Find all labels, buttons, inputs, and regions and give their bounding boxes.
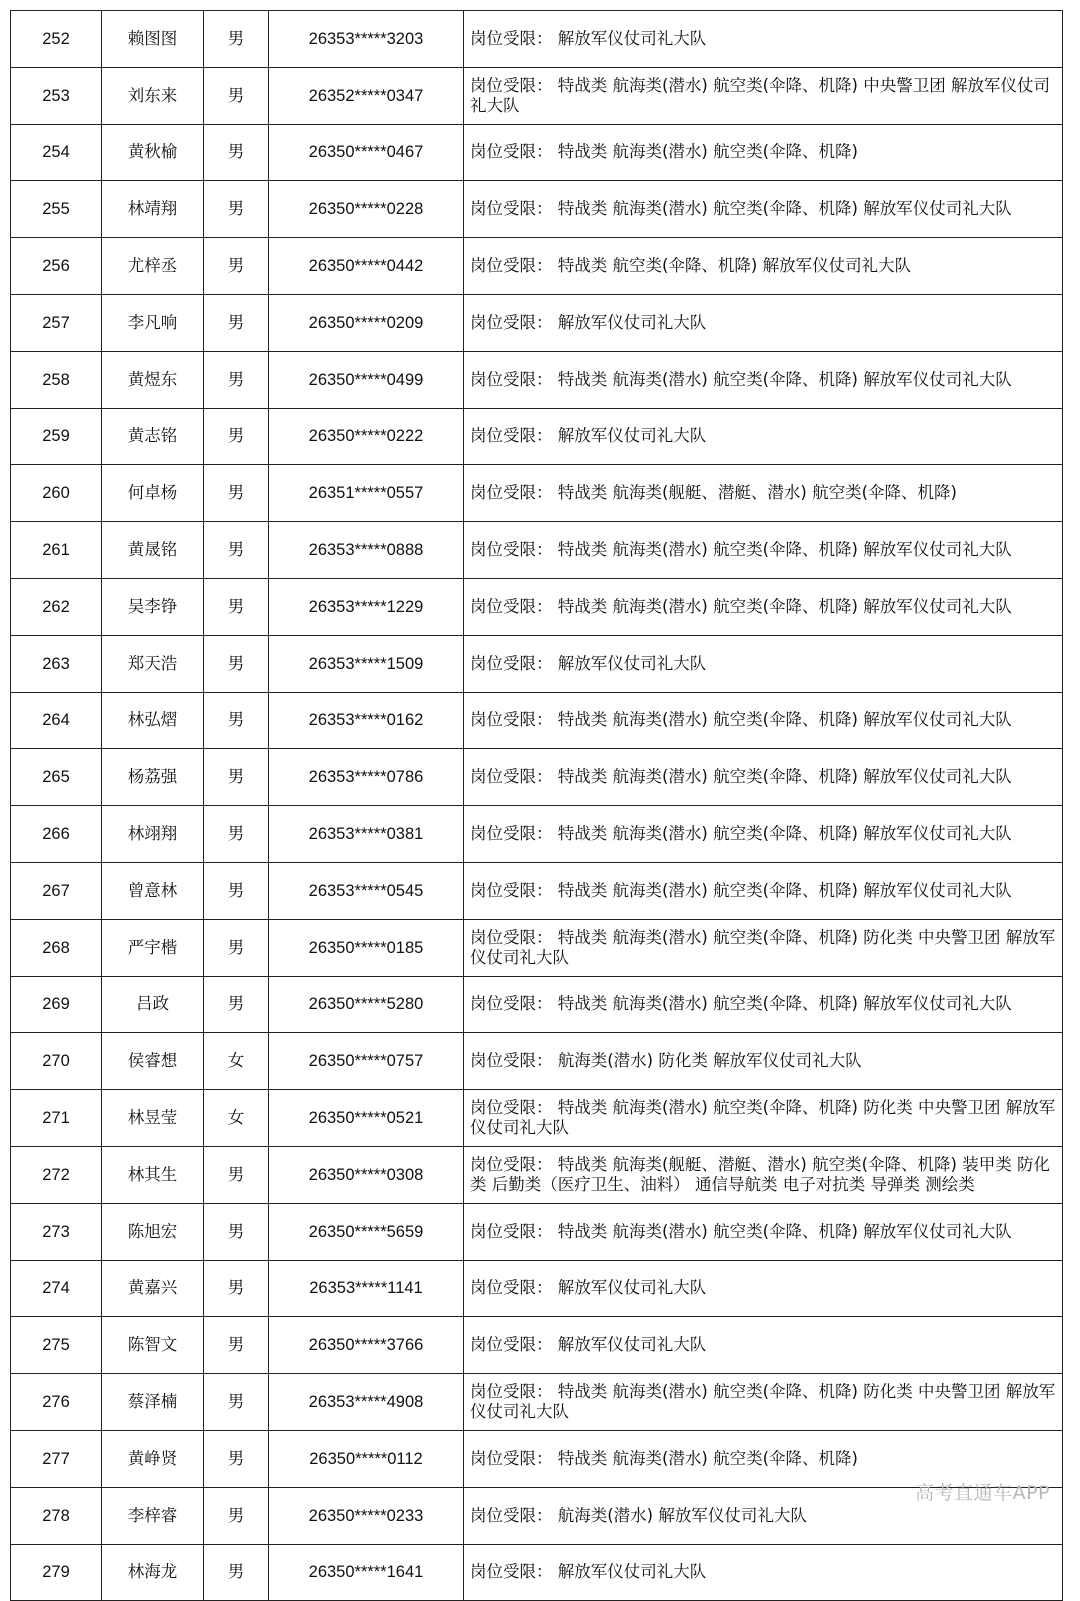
- table-row: [11, 1544, 1063, 1601]
- exam-id: 26350*****0209: [269, 294, 464, 351]
- exam-id: 26350*****5659: [269, 1203, 464, 1260]
- candidate-name: 何卓杨: [102, 465, 204, 522]
- candidate-name: 林靖翔: [102, 181, 204, 238]
- restriction-note: 岗位受限： 特战类 航海类(潜水) 航空类(伞降、机降) 解放军仪仗司礼大队: [464, 351, 1063, 408]
- restriction-note: 岗位受限： 特战类 航海类(潜水) 航空类(伞降、机降): [464, 1430, 1063, 1487]
- candidate-name: 刘东来: [102, 67, 204, 124]
- candidate-name: 李梓睿: [102, 1487, 204, 1544]
- gender: 男: [204, 1430, 269, 1487]
- restriction-note: 岗位受限： 特战类 航海类(潜水) 航空类(伞降、机降) 解放军仪仗司礼大队: [464, 1203, 1063, 1260]
- row-number: 273: [11, 1203, 102, 1260]
- row-number: 275: [11, 1317, 102, 1374]
- exam-id: 26350*****0222: [269, 408, 464, 465]
- restriction-note: 岗位受限： 特战类 航海类(潜水) 航空类(伞降、机降) 中央警卫团 解放军仪仗司礼大队: [464, 67, 1063, 124]
- table-row: [11, 1090, 1063, 1147]
- table-row: [11, 806, 1063, 863]
- restriction-note: 岗位受限： 特战类 航海类(潜水) 航空类(伞降、机降) 解放军仪仗司礼大队: [464, 976, 1063, 1033]
- restriction-note: 岗位受限： 解放军仪仗司礼大队: [464, 1260, 1063, 1317]
- table-row: [11, 1260, 1063, 1317]
- exam-id: 26350*****0228: [269, 181, 464, 238]
- table-row: [11, 294, 1063, 351]
- restriction-note: 岗位受限： 特战类 航海类(潜水) 航空类(伞降、机降) 防化类 中央警卫团 解放军仪仗司礼大队: [464, 1374, 1063, 1431]
- table-row: [11, 351, 1063, 408]
- exam-id: 26353*****4908: [269, 1374, 464, 1431]
- gender: 男: [204, 522, 269, 579]
- row-number: 261: [11, 522, 102, 579]
- candidate-name: 吕政: [102, 976, 204, 1033]
- gender: 男: [204, 862, 269, 919]
- gender: 女: [204, 1033, 269, 1090]
- gender: 男: [204, 635, 269, 692]
- gender: 男: [204, 806, 269, 863]
- row-number: 263: [11, 635, 102, 692]
- row-number: 253: [11, 67, 102, 124]
- restriction-note: 岗位受限： 特战类 航海类(潜水) 航空类(伞降、机降) 解放军仪仗司礼大队: [464, 692, 1063, 749]
- table-row: [11, 919, 1063, 976]
- exam-id: 26350*****0185: [269, 919, 464, 976]
- row-number: 262: [11, 578, 102, 635]
- candidate-name: 陈智文: [102, 1317, 204, 1374]
- row-number: 271: [11, 1090, 102, 1147]
- gender: 男: [204, 1260, 269, 1317]
- candidate-name: 黄晟铭: [102, 522, 204, 579]
- candidate-name: 林其生: [102, 1146, 204, 1203]
- exam-id: 26350*****0112: [269, 1430, 464, 1487]
- row-number: 267: [11, 862, 102, 919]
- restriction-note: 岗位受限： 解放军仪仗司礼大队: [464, 1317, 1063, 1374]
- restriction-note: 岗位受限： 特战类 航海类(潜水) 航空类(伞降、机降) 防化类 中央警卫团 解放军仪仗司礼大队: [464, 1090, 1063, 1147]
- gender: 男: [204, 692, 269, 749]
- table-row: [11, 635, 1063, 692]
- gender: 男: [204, 1487, 269, 1544]
- restriction-note: 岗位受限： 特战类 航海类(舰艇、潜艇、潜水) 航空类(伞降、机降): [464, 465, 1063, 522]
- row-number: 278: [11, 1487, 102, 1544]
- row-number: 252: [11, 11, 102, 68]
- table-row: [11, 1487, 1063, 1544]
- exam-id: 26350*****0521: [269, 1090, 464, 1147]
- restriction-note: 岗位受限： 特战类 航海类(潜水) 航空类(伞降、机降) 解放军仪仗司礼大队: [464, 522, 1063, 579]
- candidate-name: 李凡响: [102, 294, 204, 351]
- gender: 男: [204, 351, 269, 408]
- candidate-name: 严宇楷: [102, 919, 204, 976]
- exam-id: 26350*****5280: [269, 976, 464, 1033]
- candidate-name: 赖图图: [102, 11, 204, 68]
- gender: 男: [204, 1374, 269, 1431]
- exam-id: 26350*****1641: [269, 1544, 464, 1601]
- row-number: 269: [11, 976, 102, 1033]
- exam-id: 26353*****0545: [269, 862, 464, 919]
- row-number: 265: [11, 749, 102, 806]
- exam-id: 26350*****0442: [269, 238, 464, 295]
- restriction-note: 岗位受限： 解放军仪仗司礼大队: [464, 294, 1063, 351]
- table-row: [11, 11, 1063, 68]
- row-number: 257: [11, 294, 102, 351]
- candidate-table: [10, 10, 1063, 1601]
- candidate-name: 黄秋榆: [102, 124, 204, 181]
- candidate-name: 林海龙: [102, 1544, 204, 1601]
- gender: 男: [204, 124, 269, 181]
- restriction-note: 岗位受限： 解放军仪仗司礼大队: [464, 11, 1063, 68]
- candidate-name: 黄志铭: [102, 408, 204, 465]
- gender: 男: [204, 67, 269, 124]
- row-number: 274: [11, 1260, 102, 1317]
- watermark: 高考直通车APP: [915, 1482, 1050, 1504]
- row-number: 268: [11, 919, 102, 976]
- restriction-note: 岗位受限： 特战类 航海类(潜水) 航空类(伞降、机降) 防化类 中央警卫团 解放军仪仗司礼大队: [464, 919, 1063, 976]
- exam-id: 26353*****0786: [269, 749, 464, 806]
- exam-id: 26350*****0233: [269, 1487, 464, 1544]
- restriction-note: 岗位受限： 特战类 航海类(潜水) 航空类(伞降、机降) 解放军仪仗司礼大队: [464, 862, 1063, 919]
- gender: 男: [204, 408, 269, 465]
- gender: 男: [204, 749, 269, 806]
- candidate-name: 尤梓丞: [102, 238, 204, 295]
- restriction-note: 岗位受限： 特战类 航海类(潜水) 航空类(伞降、机降) 解放军仪仗司礼大队: [464, 806, 1063, 863]
- gender: 男: [204, 578, 269, 635]
- row-number: 276: [11, 1374, 102, 1431]
- gender: 男: [204, 181, 269, 238]
- row-number: 270: [11, 1033, 102, 1090]
- gender: 男: [204, 1317, 269, 1374]
- gender: 女: [204, 1090, 269, 1147]
- exam-id: 26353*****0381: [269, 806, 464, 863]
- table-row: [11, 1430, 1063, 1487]
- table-row: [11, 124, 1063, 181]
- table-row: [11, 1374, 1063, 1431]
- candidate-name: 黄嘉兴: [102, 1260, 204, 1317]
- restriction-note: 岗位受限： 特战类 航海类(潜水) 航空类(伞降、机降) 解放军仪仗司礼大队: [464, 578, 1063, 635]
- row-number: 256: [11, 238, 102, 295]
- table-row: [11, 976, 1063, 1033]
- gender: 男: [204, 294, 269, 351]
- exam-id: 26353*****1229: [269, 578, 464, 635]
- candidate-name: 吴李铮: [102, 578, 204, 635]
- exam-id: 26351*****0557: [269, 465, 464, 522]
- table-row: [11, 1146, 1063, 1203]
- gender: 男: [204, 1146, 269, 1203]
- candidate-name: 杨荔强: [102, 749, 204, 806]
- restriction-note: 岗位受限： 特战类 航空类(伞降、机降) 解放军仪仗司礼大队: [464, 238, 1063, 295]
- candidate-name: 林昱莹: [102, 1090, 204, 1147]
- gender: 男: [204, 238, 269, 295]
- gender: 男: [204, 11, 269, 68]
- table-body: [11, 11, 1063, 1601]
- row-number: 264: [11, 692, 102, 749]
- row-number: 260: [11, 465, 102, 522]
- exam-id: 26352*****0347: [269, 67, 464, 124]
- candidate-name: 曾意林: [102, 862, 204, 919]
- table-row: [11, 1317, 1063, 1374]
- row-number: 255: [11, 181, 102, 238]
- gender: 男: [204, 1203, 269, 1260]
- table-row: [11, 862, 1063, 919]
- table-row: [11, 692, 1063, 749]
- exam-id: 26350*****0308: [269, 1146, 464, 1203]
- candidate-name: 黄峥贤: [102, 1430, 204, 1487]
- row-number: 272: [11, 1146, 102, 1203]
- table-row: [11, 578, 1063, 635]
- exam-id: 26350*****0467: [269, 124, 464, 181]
- candidate-name: 侯睿想: [102, 1033, 204, 1090]
- exam-id: 26350*****0499: [269, 351, 464, 408]
- exam-id: 26350*****3766: [269, 1317, 464, 1374]
- candidate-name: 郑天浩: [102, 635, 204, 692]
- row-number: 277: [11, 1430, 102, 1487]
- gender: 男: [204, 976, 269, 1033]
- restriction-note: 岗位受限： 解放军仪仗司礼大队: [464, 635, 1063, 692]
- candidate-name: 林弘熠: [102, 692, 204, 749]
- table-row: [11, 67, 1063, 124]
- table-row: [11, 1203, 1063, 1260]
- exam-id: 26353*****1509: [269, 635, 464, 692]
- exam-id: 26353*****0888: [269, 522, 464, 579]
- gender: 男: [204, 465, 269, 522]
- row-number: 254: [11, 124, 102, 181]
- restriction-note: 岗位受限： 特战类 航海类(潜水) 航空类(伞降、机降) 解放军仪仗司礼大队: [464, 181, 1063, 238]
- exam-id: 26353*****0162: [269, 692, 464, 749]
- row-number: 258: [11, 351, 102, 408]
- restriction-note: 岗位受限： 解放军仪仗司礼大队: [464, 1544, 1063, 1601]
- table-row: [11, 522, 1063, 579]
- exam-id: 26353*****3203: [269, 11, 464, 68]
- exam-id: 26350*****0757: [269, 1033, 464, 1090]
- restriction-note: 岗位受限： 特战类 航海类(舰艇、潜艇、潜水) 航空类(伞降、机降) 装甲类 防化类 后勤类（医疗卫生、油料） 通信导航类 电子对抗类 导弹类 测绘类: [464, 1146, 1063, 1203]
- restriction-note: 岗位受限： 航海类(潜水) 解放军仪仗司礼大队: [464, 1487, 1063, 1544]
- table-row: [11, 181, 1063, 238]
- gender: 男: [204, 919, 269, 976]
- table-row: [11, 465, 1063, 522]
- candidate-name: 林翊翔: [102, 806, 204, 863]
- restriction-note: 岗位受限： 特战类 航海类(潜水) 航空类(伞降、机降): [464, 124, 1063, 181]
- row-number: 266: [11, 806, 102, 863]
- candidate-name: 陈旭宏: [102, 1203, 204, 1260]
- table-row: [11, 238, 1063, 295]
- table-row: [11, 749, 1063, 806]
- exam-id: 26353*****1141: [269, 1260, 464, 1317]
- row-number: 259: [11, 408, 102, 465]
- gender: 男: [204, 1544, 269, 1601]
- table-row: [11, 408, 1063, 465]
- candidate-name: 黄煜东: [102, 351, 204, 408]
- candidate-name: 蔡泽楠: [102, 1374, 204, 1431]
- restriction-note: 岗位受限： 特战类 航海类(潜水) 航空类(伞降、机降) 解放军仪仗司礼大队: [464, 749, 1063, 806]
- table-row: [11, 1033, 1063, 1090]
- row-number: 279: [11, 1544, 102, 1601]
- restriction-note: 岗位受限： 航海类(潜水) 防化类 解放军仪仗司礼大队: [464, 1033, 1063, 1090]
- restriction-note: 岗位受限： 解放军仪仗司礼大队: [464, 408, 1063, 465]
